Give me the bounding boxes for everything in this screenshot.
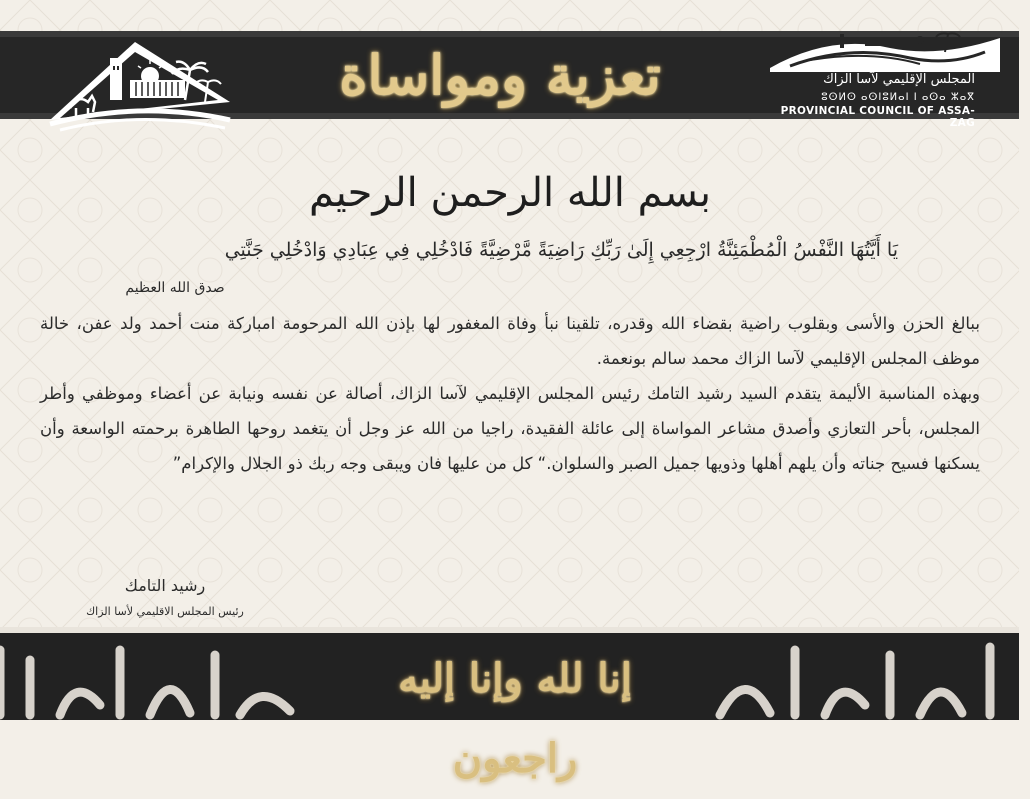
condolence-body <box>40 306 980 481</box>
footer-calligraphy-right <box>700 635 1030 720</box>
desert-emblem-icon <box>40 30 240 130</box>
footer-calligraphy-left <box>0 635 310 720</box>
body-paragraph-1: ببالغ الحزن والأسى وبقلوب راضية بقضاء الله وقدره، تلقينا نبأ وفاة المغفور لها بإذن الله المرحومة امباركة منت أحمد ولد عفن، خالة موظف المجلس الإقليمي لآسا الزاك محمد سالم بونعمة. <box>40 314 980 368</box>
basmala: بسم الله الرحمن الرحيم <box>308 170 712 216</box>
sadaqa-seal: صدق الله العظيم <box>125 280 225 296</box>
council-name-arabic: المجلس الإقليمي لآسا الزاك <box>823 72 975 87</box>
quran-verse: يَا أَيَّتُهَا النَّفْسُ الْمُطْمَئِنَّةُ ارْجِعِي إِلَىٰ رَبِّكِ رَاضِيَةً مَّرْضِيَّةً فَادْخُلِي فِي عِبَادِي وَادْخُلِي جَنَّتِي <box>224 239 898 261</box>
signer-name: رشيد التامك <box>124 576 206 595</box>
body-paragraph-2: وبهذه المناسبة الأليمة يتقدم السيد رشيد التامك رئيس المجلس الإقليمي لآسا الزاك، أصالة عن نفسه ونيابة عن أعضاء وموظفي وأطر المجلس، بأحر التعازي وأصدق مشاعر المواساة إلى عائلة الفقيدة، راجيا من الله عز وجل أن يتغمد روحها الطاهرة برحمته الواسعة وأن يسكنها فسيح جناته وأن يلهم أهلها وذويها جميل الصبر والسلوان.“ كل من عليها فان ويبقى وجه ربك ذو الجلال والإكرام” <box>40 384 980 473</box>
signer-title: رئيس المجلس الاقليمي لأسا الزاك <box>86 605 244 618</box>
footer-istirja: إنا لله وإنا إليه راجعون <box>398 655 632 782</box>
council-name-english: PROVINCIAL COUNCIL OF ASSA-ZAG <box>780 105 975 129</box>
footer-band <box>0 627 1019 782</box>
council-name-tifinagh: ⵓⵙⵍⵙ ⴰⵙⵏⵓⵍⴰⵏ ⵏ ⴰⵙⴰ ⵣⴰⴳ <box>821 92 975 103</box>
header-title: تعزية ومواساة <box>339 43 661 107</box>
